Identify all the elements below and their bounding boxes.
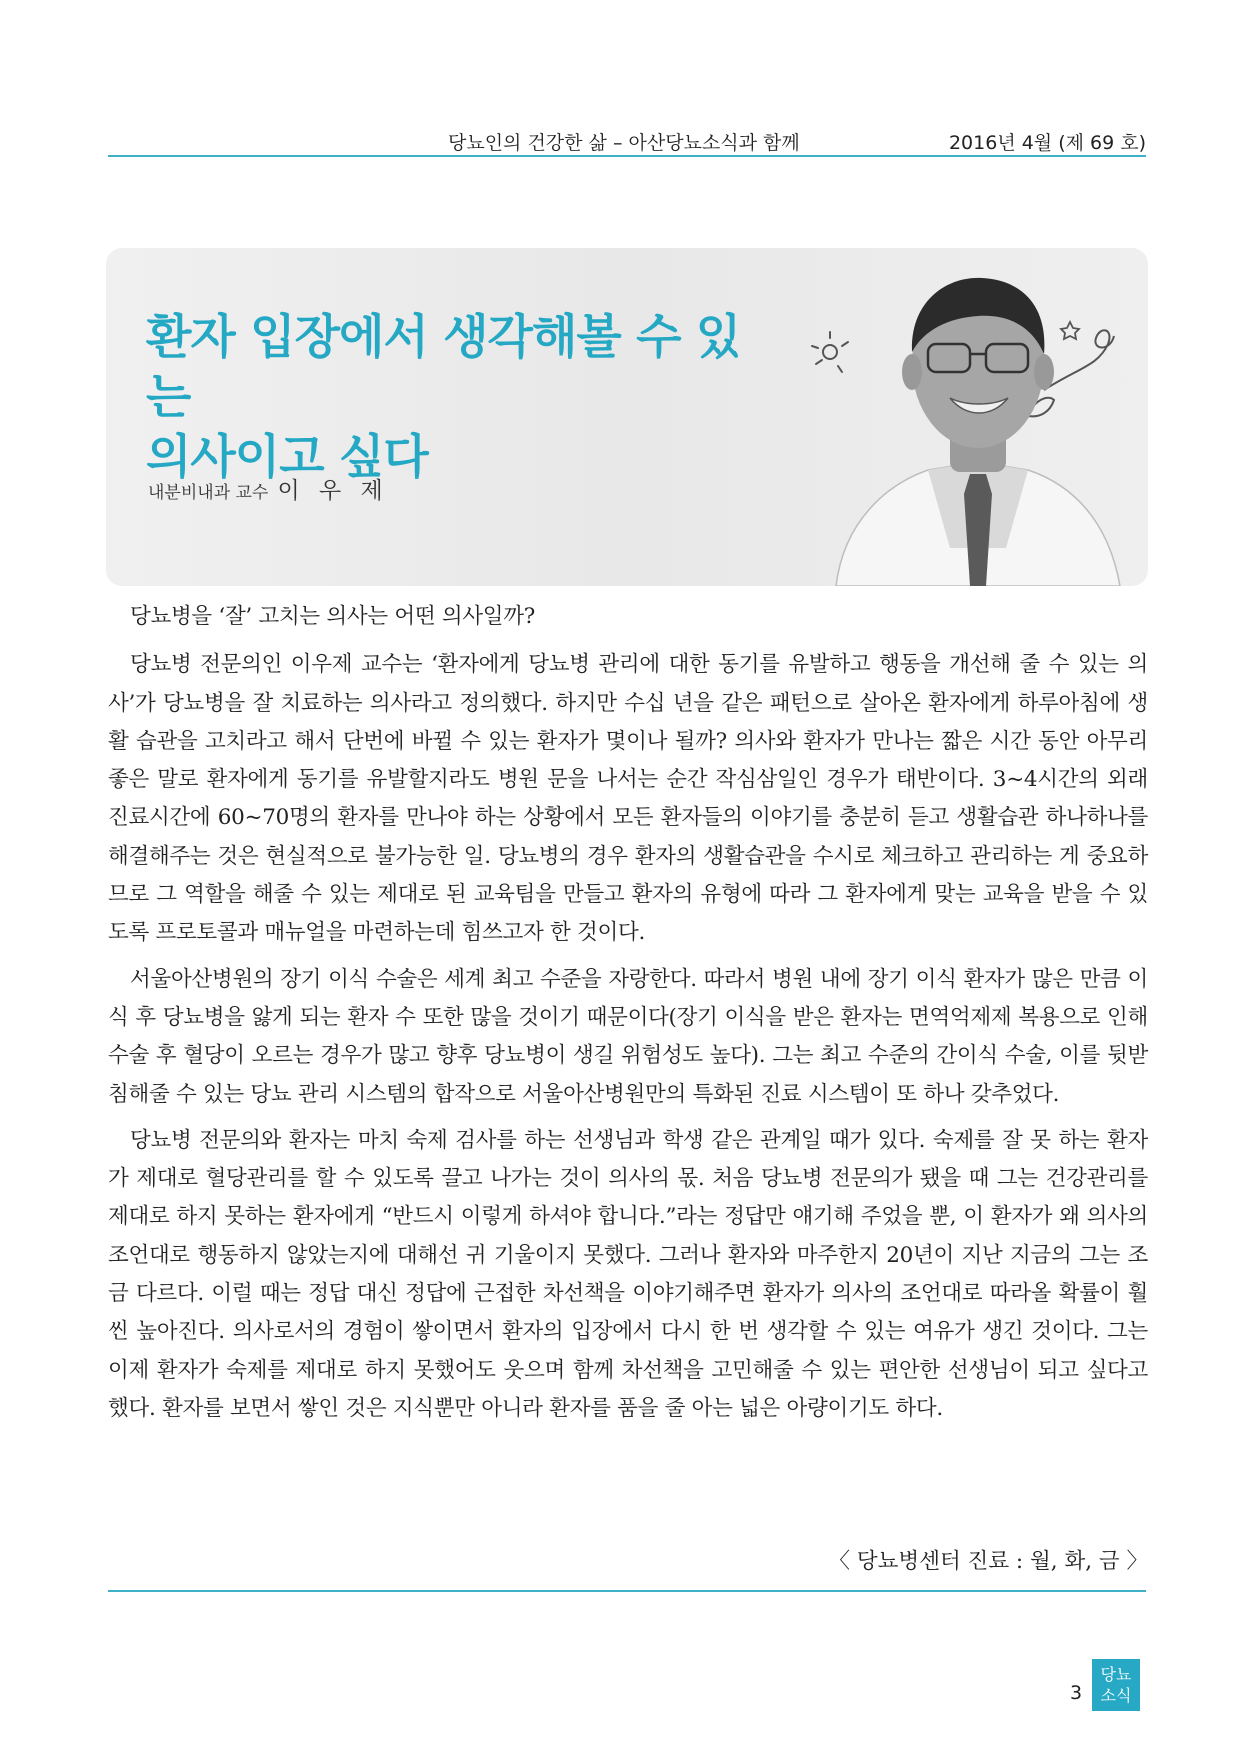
newsletter-tag-line-1: 당뇨 [1100,1665,1132,1684]
article-paragraph: 당뇨병 전문의와 환자는 마치 숙제 검사를 하는 선생님과 학생 같은 관계일 때가 있다. 숙제를 잘 못 하는 환자가 제대로 혈당관리를 할 수 있도록 끌고 나가는 것이 의사의 몫. 처음 당뇨병 전문의가 됐을 때 그는 건강관리를 제대로 하지 못하는 환자에게 “반드시 이렇게 하셔야 합니다.”라는 정답만 얘기해 주었을 뿐, 이 환자가 왜 의사의 조언대로 행동하지 않았는지에 대해선 귀 기울이지 못했다. 그러나 환자와 마주한지 20년이 지난 지금의 그는 조금 다르다. 이럴 때는 정답 대신 정답에 근접한 차선책을 이야기해주면 환자가 의사의 조언대로 따라올 확률이 훨씬 높아진다. 의사로서의 경험이 쌓이면서 환자의 입장에서 다시 한 번 생각할 수 있는 여유가 생긴 것이다. 그는 이제 환자가 숙제를 제대로 하지 못했어도 웃으며 함께 차선책을 고민해줄 수 있는 편안한 선생님이 되고 싶다고 했다. 환자를 보면서 쌓인 것은 지식뿐만 아니라 환자를 품을 줄 아는 넓은 아량이기도 하다. [108,1127,1148,1421]
header-divider [108,155,1146,157]
article-paragraph: 당뇨병을 ‘잘’ 고치는 의사는 어떤 의사일까? [130,604,535,629]
series-title: 당뇨인의 건강한 삶 – 아산당뇨소식과 함께 [448,132,800,154]
hero-banner [106,248,1148,586]
byline [148,472,389,505]
article-paragraph: 서울아산병원의 장기 이식 수술은 세계 최고 수준을 자랑한다. 따라서 병원 내에 장기 이식 환자가 많은 만큼 이식 후 당뇨병을 앓게 되는 환자 수 또한 많을 것이기 때문이다(장기 이식을 받은 환자는 면역억제제 복용으로 인해 수술 후 혈당이 오르는 경우가 많고 향후 당뇨병이 생길 위험성도 높다). 그는 최고 수준의 간이식 수술, 이를 뒷받침해줄 수 있는 당뇨 관리 시스템의 합작으로 서울아산병원만의 특화된 진료 시스템이 또 하나 갖추었다. [108,966,1148,1107]
article-title [146,308,766,488]
clinic-schedule-note: 〈 당뇨병센터 진료 : 월, 화, 금 〉 [828,1549,1148,1574]
footer-divider [108,1590,1146,1592]
swirl-doodle-icon [1044,330,1114,390]
page-number: 3 [1070,1682,1083,1704]
issue-label: 2016년 4월 (제 69 호) [948,132,1146,154]
article-title-line-1: 환자 입장에서 생각해볼 수 있는 [146,310,741,425]
newsletter-tag [1092,1659,1140,1711]
byline-department: 내분비내과 교수 [148,483,269,503]
newsletter-tag-line-2: 소식 [1100,1686,1132,1705]
article-paragraph: 당뇨병 전문의인 이우제 교수는 ‘환자에게 당뇨병 관리에 대한 동기를 유발하고 행동을 개선해 줄 수 있는 의사’가 당뇨병을 잘 치료하는 의사라고 정의했다. 하지만 수십 년을 같은 패턴으로 살아온 환자에게 하루아침에 생활 습관을 고치라고 해서 단번에 바뀔 수 있는 환자가 몇이나 될까? 의사와 환자가 만나는 짧은 시간 동안 아무리 좋은 말로 환자에게 동기를 유발할지라도 병원 문을 나서는 순간 작심삼일인 경우가 태반이다. 3~4시간의 외래 진료시간에 60~70명의 환자를 만나야 하는 상황에서 모든 환자들의 이야기를 충분히 듣고 생활습관 하나하나를 해결해주는 것은 현실적으로 불가능한 일. 당뇨병의 경우 환자의 생활습관을 수시로 체크하고 관리하는 게 중요하므로 그 역할을 해줄 수 있는 제대로 된 교육팀을 만들고 환자의 유형에 따라 그 환자에게 맞는 교육을 받을 수 있도록 프로토콜과 매뉴얼을 마련하는데 힘쓰고자 한 것이다. [108,652,1148,946]
article-title-line-2: 의사이고 싶다 [146,430,428,485]
article-body [108,598,1148,1436]
doctor-portrait [778,248,1148,586]
sun-doodle-icon [812,332,848,372]
running-header [108,122,1146,156]
byline-author: 이 우 제 [277,478,389,504]
